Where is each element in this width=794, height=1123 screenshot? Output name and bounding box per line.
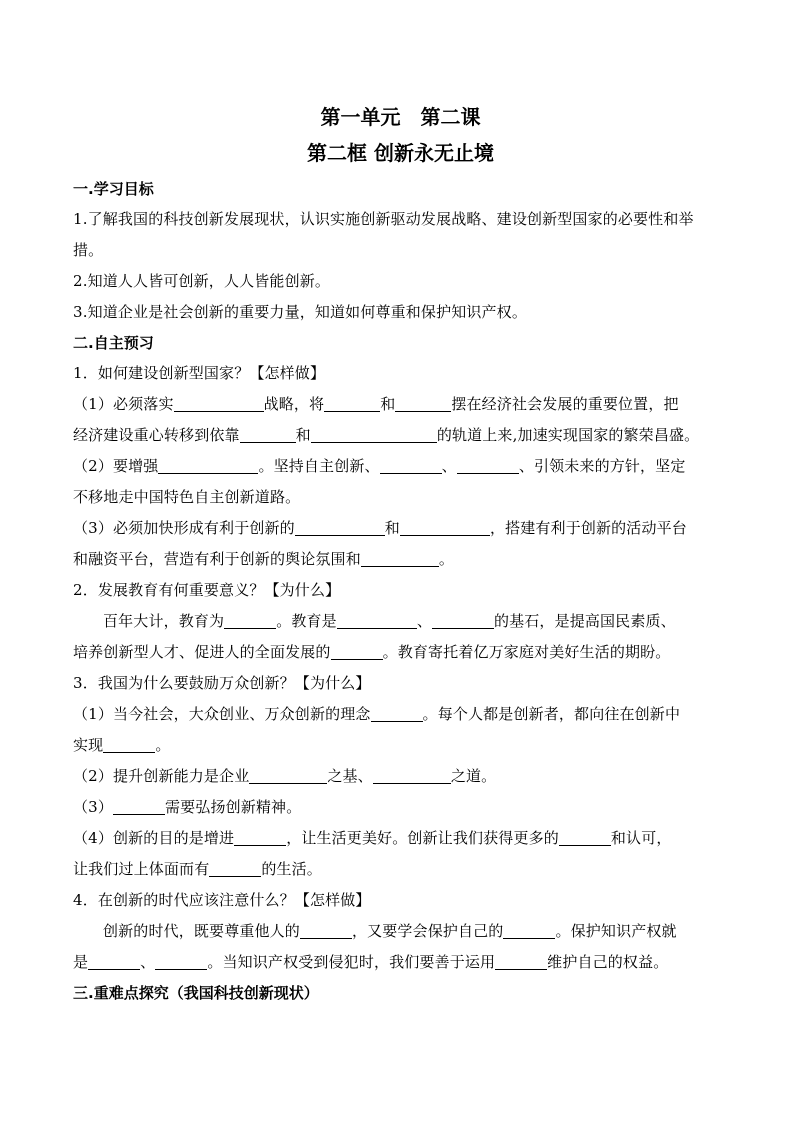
answer-blank[interactable] bbox=[373, 766, 451, 784]
answer-blank[interactable] bbox=[395, 394, 451, 412]
answer-blank[interactable] bbox=[240, 425, 296, 443]
goal-1: 1.了解我国的科技创新发展现状，认识实施创新驱动发展战略、建设创新型国家的必要性和举 bbox=[73, 210, 694, 228]
q4-line-2: 是 、 。当知识产权受到侵犯时，我们要善于运用 维护自己的权益。 bbox=[73, 953, 669, 971]
q1-item-3-line-1: （3）必须加快形成有利于创新的 和 ，搭建有利于创新的活动平台 bbox=[73, 519, 687, 537]
q3-item-4-line-2: 让我们过上体面而有 的生活。 bbox=[73, 860, 322, 878]
answer-blank[interactable] bbox=[295, 518, 385, 536]
q3-item-2: （2）提升创新能力是企业 之基、 之道。 bbox=[73, 767, 497, 785]
answer-blank[interactable] bbox=[113, 797, 165, 815]
answer-blank[interactable] bbox=[311, 425, 437, 443]
question-3-heading: 3．我国为什么要鼓励万众创新？【为什么】 bbox=[73, 674, 371, 692]
answer-blank[interactable] bbox=[495, 952, 547, 970]
question-4-heading: 4．在创新的时代应该注意什么？【怎样做】 bbox=[73, 891, 371, 909]
answer-blank[interactable] bbox=[380, 456, 442, 474]
answer-blank[interactable] bbox=[361, 549, 439, 567]
goal-3: 3.知道企业是社会创新的重要力量，知道如何尊重和保护知识产权。 bbox=[73, 303, 527, 321]
q3-item-3: （3） 需要弘扬创新精神。 bbox=[73, 798, 302, 816]
answer-blank[interactable] bbox=[324, 394, 380, 412]
q3-item-1-line-2: 实现 。 bbox=[73, 736, 171, 754]
answer-blank[interactable] bbox=[155, 952, 207, 970]
answer-blank[interactable] bbox=[224, 611, 276, 629]
q1-item-3-line-2: 和融资平台，营造有利于创新的舆论氛围和 。 bbox=[73, 550, 455, 568]
q2-line-1: 百年大计，教育为 。教育是 、 的基石，是提高国民素质、 bbox=[103, 612, 676, 630]
answer-blank[interactable] bbox=[559, 828, 611, 846]
question-1-heading: 1．如何建设创新型国家？【怎样做】 bbox=[73, 364, 326, 382]
answer-blank[interactable] bbox=[457, 456, 519, 474]
section-heading-preview: 二.自主预习 bbox=[73, 334, 154, 352]
q1-item-2-line-2: 不移地走中国特色自主创新道路。 bbox=[73, 488, 301, 506]
answer-blank[interactable] bbox=[371, 704, 423, 722]
answer-blank[interactable] bbox=[234, 828, 286, 846]
q1-item-1-line-2: 经济建设重心转移到依靠 和 的轨道上来,加速实现国家的繁荣昌盛。 bbox=[73, 426, 700, 444]
question-2-heading: 2．发展教育有何重要意义？【为什么】 bbox=[73, 581, 341, 599]
q3-item-1-line-1: （1）当今社会，大众创业、万众创新的理念 。每个人都是创新者，都向往在创新中 bbox=[73, 705, 681, 723]
answer-blank[interactable] bbox=[174, 394, 264, 412]
answer-blank[interactable] bbox=[337, 611, 417, 629]
answer-blank[interactable] bbox=[103, 735, 155, 753]
section-heading-goals: 一.学习目标 bbox=[73, 180, 154, 198]
answer-blank[interactable] bbox=[432, 611, 494, 629]
q3-item-4-line-1: （4）创新的目的是增进 ，让生活更美好。创新让我们获得更多的 和认可， bbox=[73, 829, 672, 847]
goal-2: 2.知道人人皆可创新，人人皆能创新。 bbox=[73, 272, 331, 290]
unit-title: 第一单元 第二课 bbox=[320, 105, 481, 129]
answer-blank[interactable] bbox=[400, 518, 490, 536]
answer-blank[interactable] bbox=[331, 642, 383, 660]
worksheet-page bbox=[73, 100, 728, 1008]
answer-blank[interactable] bbox=[88, 952, 140, 970]
q1-item-1-line-1: （1）必须落实 战略，将 和 摆在经济社会发展的重要位置，把 bbox=[73, 395, 679, 413]
lesson-title: 第二框 创新永无止境 bbox=[307, 141, 494, 165]
section-heading-key-points: 三.重难点探究（我国科技创新现状） bbox=[73, 984, 319, 1002]
answer-blank[interactable] bbox=[249, 766, 327, 784]
answer-blank[interactable] bbox=[503, 921, 555, 939]
answer-blank[interactable] bbox=[209, 859, 261, 877]
answer-blank[interactable] bbox=[158, 456, 258, 474]
q1-item-2-line-1: （2）要增强 。坚持自主创新、 、 、引领未来的方针，坚定 bbox=[73, 457, 686, 475]
q4-line-1: 创新的时代，既要尊重他人的 ，又要学会保护自己的 。保护知识产权就 bbox=[103, 922, 677, 940]
q2-line-2: 培养创新型人才、促进人的全面发展的 。教育寄托着亿万家庭对美好生活的期盼。 bbox=[73, 643, 671, 661]
answer-blank[interactable] bbox=[300, 921, 352, 939]
goal-1-cont: 措。 bbox=[73, 241, 104, 259]
